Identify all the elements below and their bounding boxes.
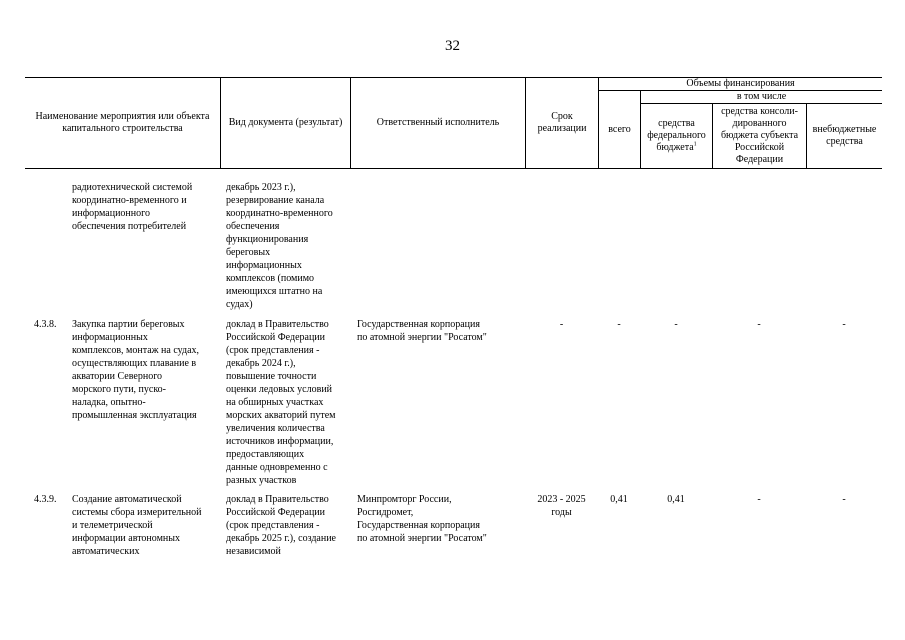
row-executor: Государственная корпорация по атомной энергии "Росатом" — [357, 319, 487, 343]
header-funding-group: Объемы финансирования — [686, 78, 795, 89]
row-number: 4.3.9. — [34, 494, 57, 505]
row-total: - — [617, 319, 621, 330]
header-executor: Ответственный исполнитель — [376, 117, 500, 128]
row-executor: Минпромторг России, Росгидромет, Государственная корпорация по атомной энергии "Росатом" — [357, 494, 487, 544]
footnote-marker: 1 — [693, 141, 697, 148]
row-federal: 0,41 — [667, 494, 685, 505]
row-period: - — [559, 319, 564, 330]
page-number: 32 — [445, 38, 460, 54]
row-number: 4.3.8. — [34, 319, 57, 330]
header-total: всего — [608, 123, 631, 135]
row-name: радиотехнической системой координатно-временного и информационного обеспечения потребителей — [72, 182, 193, 232]
header-regional: средства консоли-дированного бюджета субъекта Российской Федерации — [720, 106, 799, 165]
row-name: Создание автоматической системы сбора измерительной и телеметрической информации автономных автоматических — [72, 494, 202, 557]
header-bottom-border — [25, 168, 882, 169]
row-extra: - — [842, 319, 846, 330]
row-regional: - — [757, 319, 761, 330]
col-divider-3 — [525, 77, 526, 168]
header-name: Наименование мероприятия или объекта капитального строительства — [35, 111, 210, 134]
row-doc: доклад в Правительство Российской Федерации (срок представления - декабрь 2024 г.), повышение точности оценки ледовых условий на обширных участках морских акваторий путем увеличения количества источников информации, предоставляющих данные одновременно с разных участков — [226, 319, 336, 486]
row-extra: - — [842, 494, 846, 505]
header-extra: внебюджетные средства — [812, 124, 877, 147]
row-federal: - — [674, 319, 678, 330]
row-doc: декабрь 2023 г.), резервирование канала координатно-временного обеспечения функционирования береговых информационных комплексов (помимо имеющихся штатно на судах) — [226, 182, 333, 310]
header-doc: Вид документа (результат) — [228, 117, 343, 128]
row-regional: - — [757, 494, 761, 505]
row-total: 0,41 — [610, 494, 628, 505]
header-including: в том числе — [736, 91, 787, 102]
row-name: Закупка партии береговых информационных комплексов, монтаж на судах, осуществляющих плавание в акватории Северного морского пути, пуско- наладка, опытно- промышленная эксплуатация — [72, 319, 200, 421]
row-period: 2023 - 2025 годы — [537, 494, 586, 518]
row-doc: доклад в Правительство Российской Федерации (срок представления - декабрь 2025 г.), создание независимой — [226, 494, 336, 557]
header-period: Срок реализации — [537, 111, 587, 134]
header-federal: средства федерального бюджета$^1$ — [647, 118, 706, 153]
